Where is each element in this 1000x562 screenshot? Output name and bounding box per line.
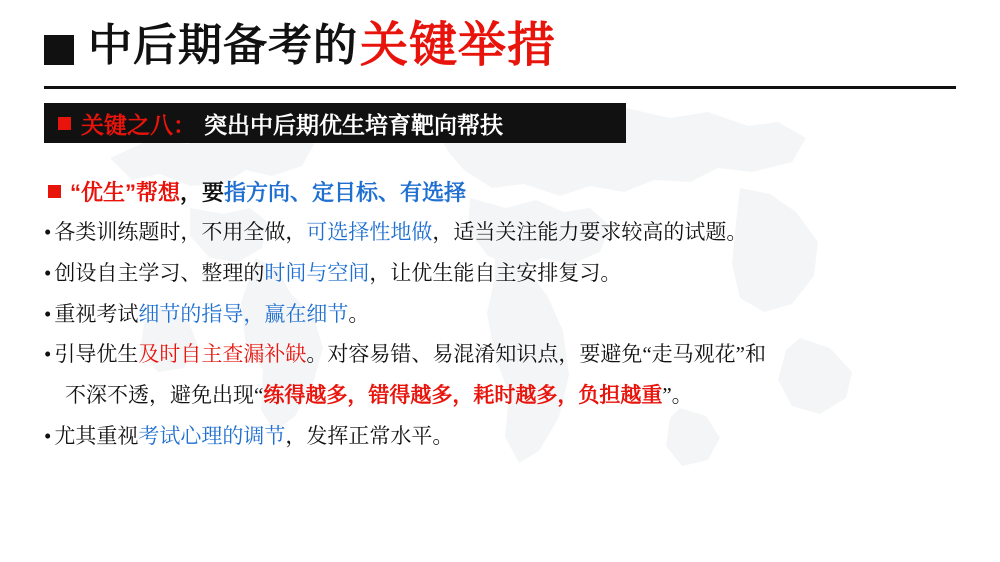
bullet-0-segment-1: 可选择性地做 xyxy=(306,220,433,244)
title-text-black: 中后期备考的 xyxy=(88,21,358,70)
title-divider xyxy=(44,86,956,89)
bullet-1-segment-1: 时间与空间 xyxy=(264,260,370,285)
subheading-segment-2: 要 xyxy=(202,180,225,205)
bullet-0-segment-0: 各类训练题时，不用全做， xyxy=(54,220,307,244)
subheading-bullet-square-icon xyxy=(48,185,61,198)
bullet-text xyxy=(54,340,964,370)
bullet-1-segment-2: ，让优生能自主安排复习。 xyxy=(369,260,622,285)
bullet-2-segment-2: 。 xyxy=(348,301,370,326)
subheading-text xyxy=(70,176,466,207)
bullet-marker-icon: • xyxy=(44,424,52,449)
bullet-4-segment-2: ”。 xyxy=(662,383,693,408)
bullet-item xyxy=(44,300,964,330)
banner-label-red: 关键之八： xyxy=(81,111,196,138)
bullet-3-segment-0: 引导优生 xyxy=(54,342,139,367)
page-title xyxy=(44,19,557,72)
bullet-0-segment-2: ，适当关注能力要求较高的试题。 xyxy=(432,220,748,244)
bullet-item xyxy=(44,259,964,289)
subheading-segment-3: 指方向、定目标、有选择 xyxy=(224,180,467,205)
bullet-text xyxy=(54,259,964,289)
banner-bullet-square-icon xyxy=(58,117,71,130)
bullet-text xyxy=(54,300,964,330)
bullet-item xyxy=(44,218,964,248)
subheading xyxy=(48,176,466,207)
bullet-text xyxy=(65,381,964,411)
section-banner xyxy=(44,103,626,143)
bullet-2-segment-1: 细节的指导，赢在细节 xyxy=(138,301,349,326)
bullet-text xyxy=(54,422,964,452)
bullet-4-segment-0: 不深不透，避免出现“ xyxy=(65,383,264,408)
bullet-item xyxy=(44,422,964,452)
bullet-item xyxy=(44,381,964,411)
subheading-segment-1: ， xyxy=(180,180,203,205)
bullet-3-segment-2: 。对容易错、易混淆知识点，要避免“走马观花”和 xyxy=(306,342,766,367)
bullet-item xyxy=(44,340,964,370)
bullet-4-segment-1: 练得越多，错得越多，耗时越多，负担越重 xyxy=(263,383,663,408)
title-bullet-square-icon xyxy=(44,35,74,65)
bullet-marker-icon: • xyxy=(44,342,52,367)
bullet-3-segment-1: 及时自主查漏补缺 xyxy=(138,342,307,367)
subheading-segment-0: “优生”帮想 xyxy=(70,180,181,205)
bullet-5-segment-0: 尤其重视 xyxy=(54,424,139,449)
bullet-marker-icon: • xyxy=(44,260,52,285)
banner-label-white: 突出中后期优生培育靶向帮扶 xyxy=(204,111,503,138)
bullet-list xyxy=(44,218,964,463)
bullet-text xyxy=(54,218,964,248)
bullet-1-segment-0: 创设自主学习、整理的 xyxy=(54,260,265,285)
bullet-5-segment-2: ，发挥正常水平。 xyxy=(285,424,454,449)
bullet-2-segment-0: 重视考试 xyxy=(54,301,139,326)
bullet-5-segment-1: 考试心理的调节 xyxy=(138,424,286,449)
bullet-marker-icon: • xyxy=(44,301,52,326)
bullet-marker-icon: • xyxy=(44,220,52,244)
title-text-red: 关键举措 xyxy=(360,19,557,72)
